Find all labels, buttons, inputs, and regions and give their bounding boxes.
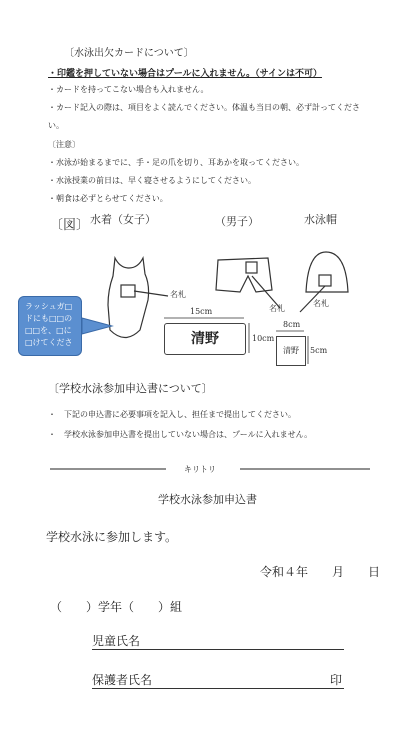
seal-mark: 印: [330, 673, 343, 687]
guardian-name-label: 保護者氏名: [92, 673, 153, 687]
rule-seal-required: ・印鑑を押していない場合はプールに入れません。（サインは不可）: [48, 69, 322, 79]
cut-line-label: キリトリ: [184, 465, 216, 474]
name-tag-label-1: 名札: [170, 290, 186, 299]
rash-guard-callout: ラッシュガ□ドにも□□の□□を、□に□けてくださ: [18, 296, 82, 356]
width-15cm: 15cm: [190, 307, 213, 316]
bullet-card-fill: ・カード記入の際は、項目をよく読んでください。体温も当日の朝、必ず計ってくださ: [48, 103, 360, 112]
bullet-submit-form: ・ 下記の申込書に必要事項を記入し、担任まで提出してください。: [48, 410, 296, 419]
swim-cap-label: 水泳帽: [304, 213, 337, 226]
section-title-application: 〔学校水泳参加申込書について〕: [48, 382, 213, 395]
guardian-name-field[interactable]: [92, 674, 344, 689]
note-breakfast: ・朝食は必ずとらせてください。: [48, 194, 168, 203]
bullet-no-form-no-pool: ・ 学校水泳参加申込書を提出していない場合は、プールに入れません。: [48, 430, 313, 439]
child-name-field[interactable]: [92, 635, 344, 650]
section-title-attendance-card: 〔水泳出欠カードについて〕: [64, 48, 194, 59]
grade-class-field[interactable]: （ ）学年（ ）組: [50, 600, 183, 614]
girls-swimsuit-drawing: [108, 258, 168, 338]
name-tag-sample: 清野: [164, 323, 246, 355]
child-name-label: 児童氏名: [92, 634, 141, 648]
note-nails: ・水泳が始まるまでに、手・足の爪を切り、耳あかを取ってください。: [48, 158, 304, 167]
figure-label: 〔図〕: [50, 218, 90, 233]
notes-title: 〔注意〕: [48, 140, 80, 149]
boys-swimsuit-label: （男子）: [215, 215, 259, 228]
form-title: 学校水泳参加申込書: [158, 493, 257, 506]
bullet-card-fill-cont: い。: [48, 121, 64, 130]
bullet-card-required: ・カードを持ってこない場合も入れません。: [48, 85, 209, 94]
boys-swimsuit-drawing: [216, 258, 280, 308]
height-10cm: 10cm: [252, 334, 275, 343]
form-date[interactable]: 令和４年 月 日: [260, 565, 381, 579]
height-5cm: 5cm: [310, 346, 328, 355]
name-tag-label-3: 名札: [313, 299, 329, 308]
name-tag-label-2: 名札: [269, 304, 285, 313]
form-statement: 学校水泳に参加します。: [46, 530, 178, 544]
name-tag-sample-small: 清野: [276, 336, 306, 366]
girls-swimsuit-label: 水着（女子）: [90, 213, 156, 226]
note-sleep: ・水泳授業の前日は、早く寝させるようにしてください。: [48, 176, 256, 185]
width-8cm: 8cm: [283, 320, 301, 329]
